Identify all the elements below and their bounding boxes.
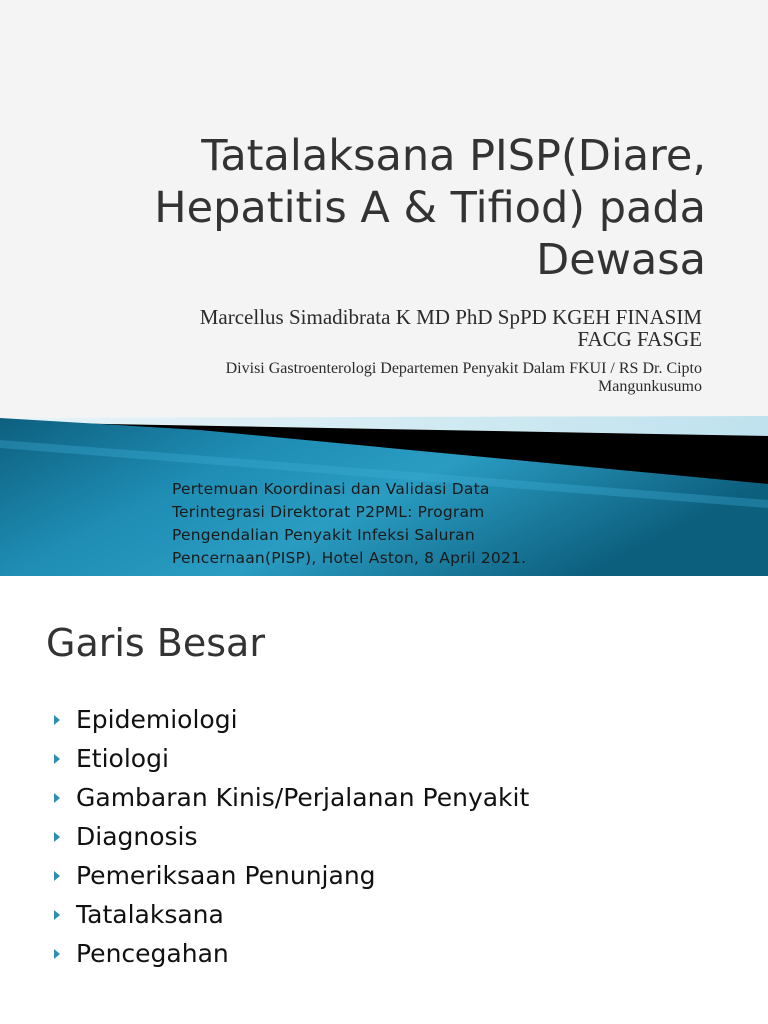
list-item (54, 739, 529, 778)
list-item (54, 817, 529, 856)
list-item (54, 778, 529, 817)
list-item-label: Gambaran Kinis/Perjalanan Penyakit (76, 783, 530, 812)
triangle-right-icon (54, 754, 60, 764)
list-item (54, 934, 529, 973)
outline-list (54, 700, 529, 973)
slide-title: Tatalaksana PISP(Diare, Hepatitis A & Tifiod) pada Dewasa (154, 131, 706, 285)
list-item-label: Pencegahan (76, 939, 229, 968)
list-item-label: Diagnosis (76, 822, 198, 851)
list-item (54, 856, 529, 895)
triangle-right-icon (54, 715, 60, 725)
author-line: Marcellus Simadibrata K MD PhD SpPD KGEH FINASIM FACG FASGE (199, 305, 702, 351)
triangle-right-icon (54, 793, 60, 803)
list-item-label: Epidemiologi (76, 705, 238, 734)
list-item-label: Pemeriksaan Penunjang (76, 861, 376, 890)
list-item (54, 700, 529, 739)
triangle-right-icon (54, 871, 60, 881)
meeting-info: Pertemuan Koordinasi dan Validasi Data Terintegrasi Direktorat P2PML: Program Pengendalian Penyakit Infeksi Saluran Pencernaan(PISP), Hotel Aston, 8 April 2021. (172, 480, 527, 567)
outline-heading: Garis Besar (46, 621, 265, 665)
triangle-right-icon (54, 910, 60, 920)
outline-slide (0, 600, 768, 1024)
affiliation-line: Divisi Gastroenterologi Departemen Penyakit Dalam FKUI / RS Dr. Cipto Mangunkusumo (225, 360, 702, 395)
list-item-label: Etiologi (76, 744, 169, 773)
triangle-right-icon (54, 949, 60, 959)
triangle-right-icon (54, 832, 60, 842)
list-item (54, 895, 529, 934)
list-item-label: Tatalaksana (76, 900, 224, 929)
